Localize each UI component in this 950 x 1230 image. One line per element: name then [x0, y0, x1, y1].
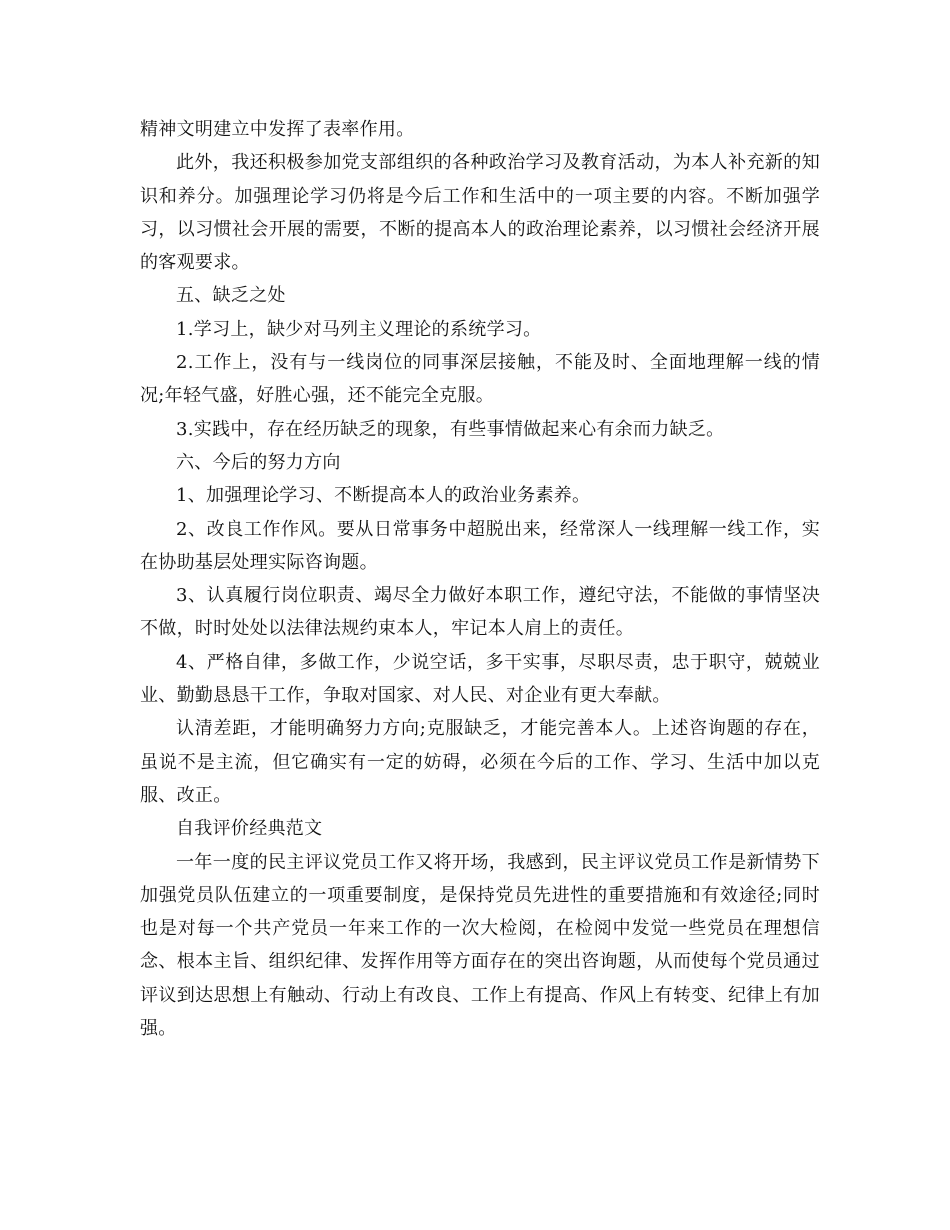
paragraph-continuation: 精神文明建立中发挥了表率作用。 [140, 119, 415, 140]
section-heading-sample-essay: 自我评价经典范文 [176, 818, 323, 840]
shortcoming-item-2: 2.工作上，没有与一线岗位的同事深层接触，不能及时、全面地理解一线的情况;年轻气盛，好胜心强，还不能完全克服。 [140, 352, 820, 407]
direction-item-4: 4、严格自律，多做工作，少说空话，多干实事，尽职尽责，忠于职守，兢兢业业、勤勤恳恳干工作，争取对国家、对人民、对企业有更大奉献。 [140, 651, 820, 707]
paragraph-study-activities: 此外，我还积极参加党支部组织的各种政治学习及教育活动，为本人补充新的知识和养分。加强理论学习仍将是今后工作和生活中的一项主要的内容。不断加强学习，以习惯社会开展的需要，不断的提高本人的政治理论素养，以习惯社会经济开展的客观要求。 [140, 152, 820, 274]
shortcoming-item-3: 3.实践中，存在经历缺乏的现象，有些事情做起来心有余而力缺乏。 [176, 418, 725, 440]
paragraph-conclusion: 认清差距，才能明确努力方向;克服缺乏，才能完善本人。上述咨询题的存在，虽说不是主流，但它确实有一定的妨碍，必须在今后的工作、学习、生活中加以克服、改正。 [140, 718, 820, 806]
direction-item-3: 3、认真履行岗位职责、竭尽全力做好本职工作，遵纪守法，不能做的事情坚决不做，时时处处以法律法规约束本人，牢记本人肩上的责任。 [140, 585, 820, 640]
direction-item-1: 1、加强理论学习、不断提高本人的政治业务素养。 [176, 485, 591, 507]
document-body [140, 113, 820, 1045]
shortcoming-item-1: 1.学习上，缺少对马列主义理论的系统学习。 [176, 318, 542, 340]
paragraph-sample-essay: 一年一度的民主评议党员工作又将开场，我感到，民主评议党员工作是新情势下加强党员队伍建立的一项重要制度，是保持党员先进性的重要措施和有效途径;同时也是对每一个共产党员一年来工作的一次大检阅，在检阅中发觉一些党员在理想信念、根本主旨、组织纪律、发挥作用等方面存在的突出咨询题，从而使每个党员通过评议到达思想上有触动、行动上有改良、工作上有提高、作风上有转变、纪律上有加强。 [140, 851, 820, 1040]
direction-item-2: 2、改良工作作风。要从日常事务中超脱出来，经常深人一线理解一线工作，实在协助基层处理实际咨询题。 [140, 518, 820, 573]
section-heading-shortcomings: 五、缺乏之处 [176, 285, 286, 307]
section-heading-future-direction: 六、今后的努力方向 [176, 451, 341, 473]
